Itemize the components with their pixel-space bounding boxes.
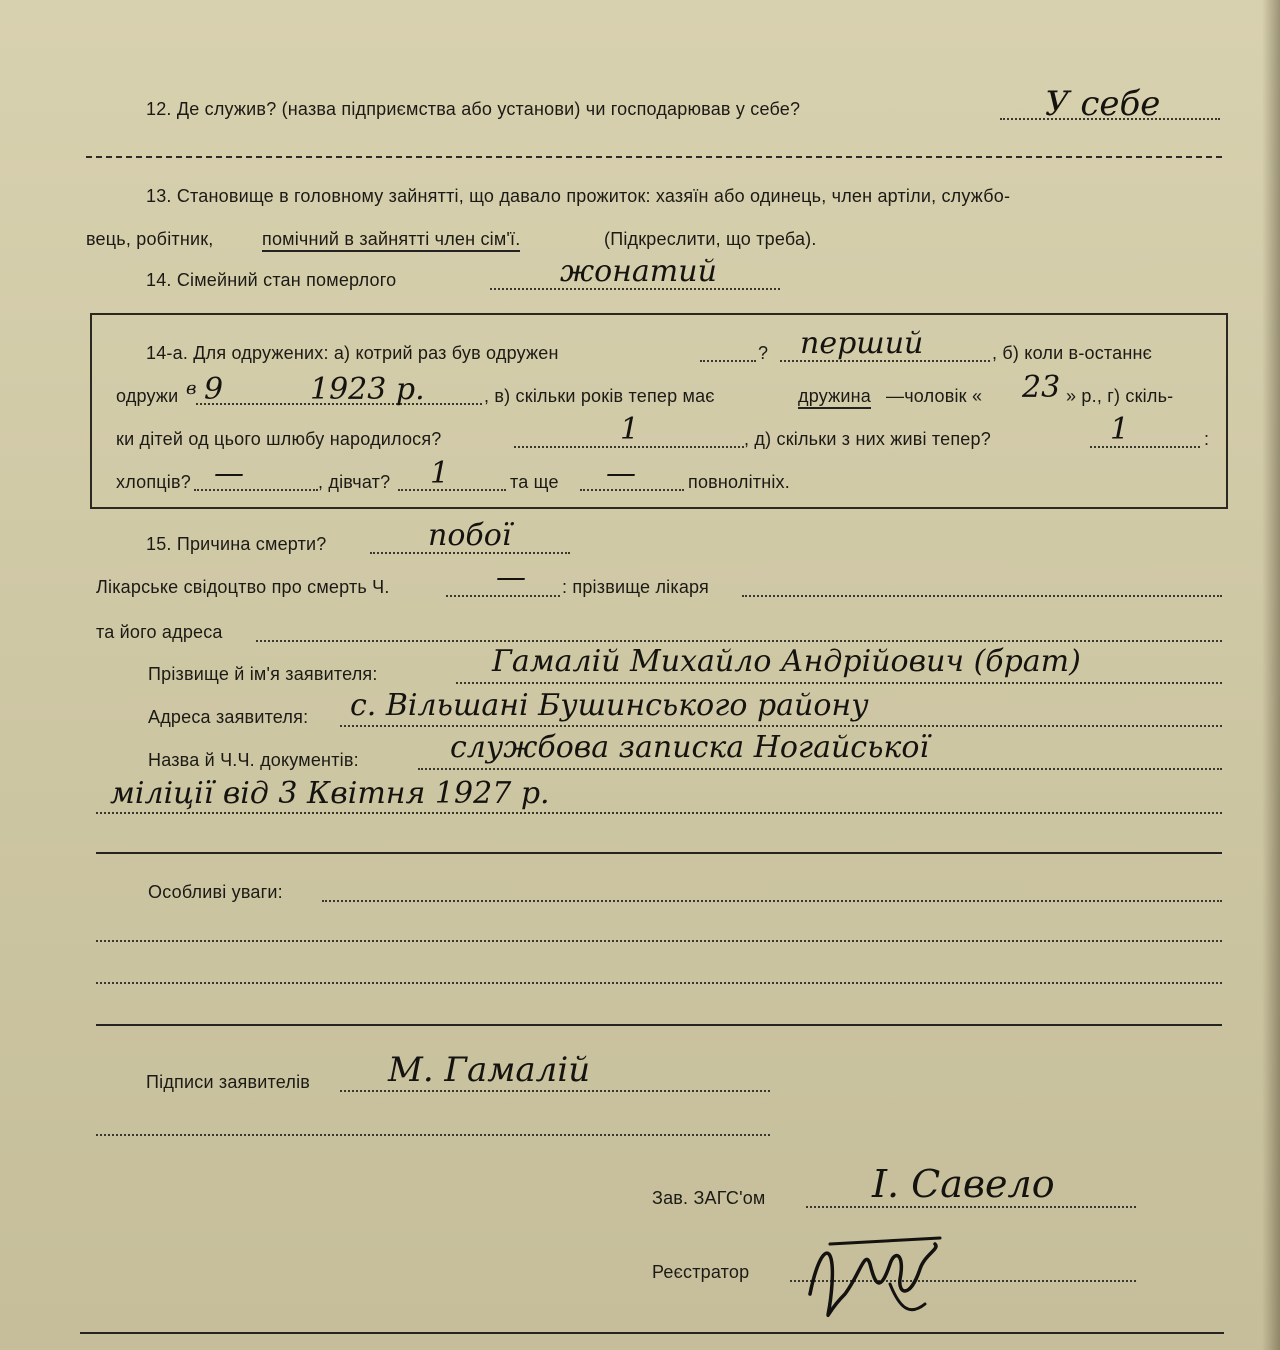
q14a-children-born: 1 <box>620 412 640 447</box>
q14a-year: 1923 р. <box>310 372 425 407</box>
q14a-times-married: перший <box>800 326 924 361</box>
q14a-line3-c: : <box>1204 429 1210 449</box>
applicant-name: Гамалій Михайло Андрійович (брат) <box>492 644 1081 679</box>
applicant-address: с. Вільшані Бушинського району <box>350 688 869 723</box>
applicant-name-dots <box>456 682 1222 684</box>
q14a-line1-b: , б) коли в-останнє <box>992 343 1153 363</box>
applicant-signature: М. Гамалій <box>388 1050 591 1090</box>
q14a-line3-b: , д) скільки з них живі тепер? <box>744 429 991 449</box>
q13-line2-suffix: (Підкреслити, що треба). <box>604 229 817 249</box>
q14a-line2-small: в <box>186 378 197 399</box>
q14a-dots-5 <box>1090 446 1200 448</box>
q14a-day: 9 <box>204 372 224 407</box>
q14a-line4-c: та ще <box>510 472 559 492</box>
doctor-label: Лікарське свідоцтво про смерть Ч. <box>96 577 390 597</box>
doctor-surname-label: : прізвище лікаря <box>562 577 709 597</box>
applicant-address-dots <box>340 725 1222 727</box>
notes-dots-2 <box>96 940 1222 942</box>
documents-label: Назва й Ч.Ч. документів: <box>148 750 359 770</box>
doctor-address-dots <box>256 640 1222 642</box>
notes-dots-3 <box>96 982 1222 984</box>
q14a-line4-b: , дівчат? <box>318 472 391 492</box>
q14a-line2-b: , в) скільки років тепер має <box>484 386 715 406</box>
q15-answer: побої <box>428 518 512 553</box>
zags-head-dots <box>806 1206 1136 1208</box>
q13-line2-prefix: вець, робітник, <box>86 229 214 249</box>
documents-line2: міліції від 3 Квітня 1927 р. <box>110 776 550 811</box>
q14a-line4-d: повнолітніх. <box>688 472 790 492</box>
applicants-signature-dots-2 <box>96 1134 770 1136</box>
documents-line1: службова записка Ногайської <box>450 730 929 765</box>
notes-label: Особливі уваги: <box>148 882 283 902</box>
notes-bottom-line <box>96 1024 1222 1026</box>
doctor-address-label: та його адреса <box>96 622 223 642</box>
q14a-dots-6 <box>194 489 318 491</box>
zags-head-label: Зав. ЗАГС'ом <box>652 1188 766 1208</box>
q14a-line2-a: одружи <box>116 386 179 406</box>
q14a-line2-c: —чоловік « <box>886 386 983 406</box>
q14a-children-alive: 1 <box>1110 412 1130 447</box>
doctor-surname-dots <box>742 595 1222 597</box>
q15-label: 15. Причина смерти? <box>146 534 327 554</box>
doctor-number: — <box>496 560 526 595</box>
applicants-signature-label: Підписи заявителів <box>146 1072 311 1092</box>
page-bottom-line <box>80 1332 1224 1334</box>
zags-head-signature: І. Савело <box>872 1162 1055 1206</box>
q14a-dots-7 <box>398 489 506 491</box>
q14a-dots-1 <box>700 360 756 362</box>
documents-dots <box>418 768 1222 770</box>
registrar-signature-scribble <box>790 1224 960 1324</box>
documents-line2-dots <box>96 812 1222 814</box>
q14a-girls: 1 <box>430 456 450 491</box>
q14a-boys: — <box>214 456 244 491</box>
q13-underlined-option: помічний в зайнятті член сім'ї. <box>262 229 520 252</box>
page-edge-shadow <box>1262 0 1280 1350</box>
q14-label: 14. Сімейний стан померлого <box>146 270 397 290</box>
applicant-name-label: Прізвище й ім'я заявителя: <box>148 664 378 684</box>
doctor-dots <box>446 595 560 597</box>
q14a-wife-underlined: дружина <box>798 386 871 409</box>
q14a-line2-d: » р., г) скіль- <box>1066 386 1174 406</box>
q14a-age: 23 <box>1022 370 1061 405</box>
q12-line <box>86 156 1222 158</box>
q14a-line1-q: ? <box>758 343 769 363</box>
documents-bottom-line <box>96 852 1222 854</box>
applicant-address-label: Адреса заявителя: <box>148 707 309 727</box>
notes-dots-1 <box>322 900 1222 902</box>
applicants-signature-dots <box>340 1090 770 1092</box>
q12-answer: У себе <box>1045 84 1161 124</box>
q14a-line1-label: 14-а. Для одружених: а) котрий раз був одружен <box>146 343 559 363</box>
q14-answer: жонатий <box>560 254 717 289</box>
q12-label: 12. Де служив? (назва підприємства або установи) чи господарював у себе? <box>146 99 801 119</box>
registrar-label: Реєстратор <box>652 1262 750 1282</box>
q13-line1: 13. Становище в головному зайнятті, що давало прожиток: хазяїн або одинець, член артіли, службо- <box>146 186 1011 206</box>
q14a-line4-a: хлопців? <box>116 472 191 492</box>
q14a-adults: — <box>606 456 636 491</box>
q14a-line3-a: ки дітей од цього шлюбу народилося? <box>116 429 442 449</box>
